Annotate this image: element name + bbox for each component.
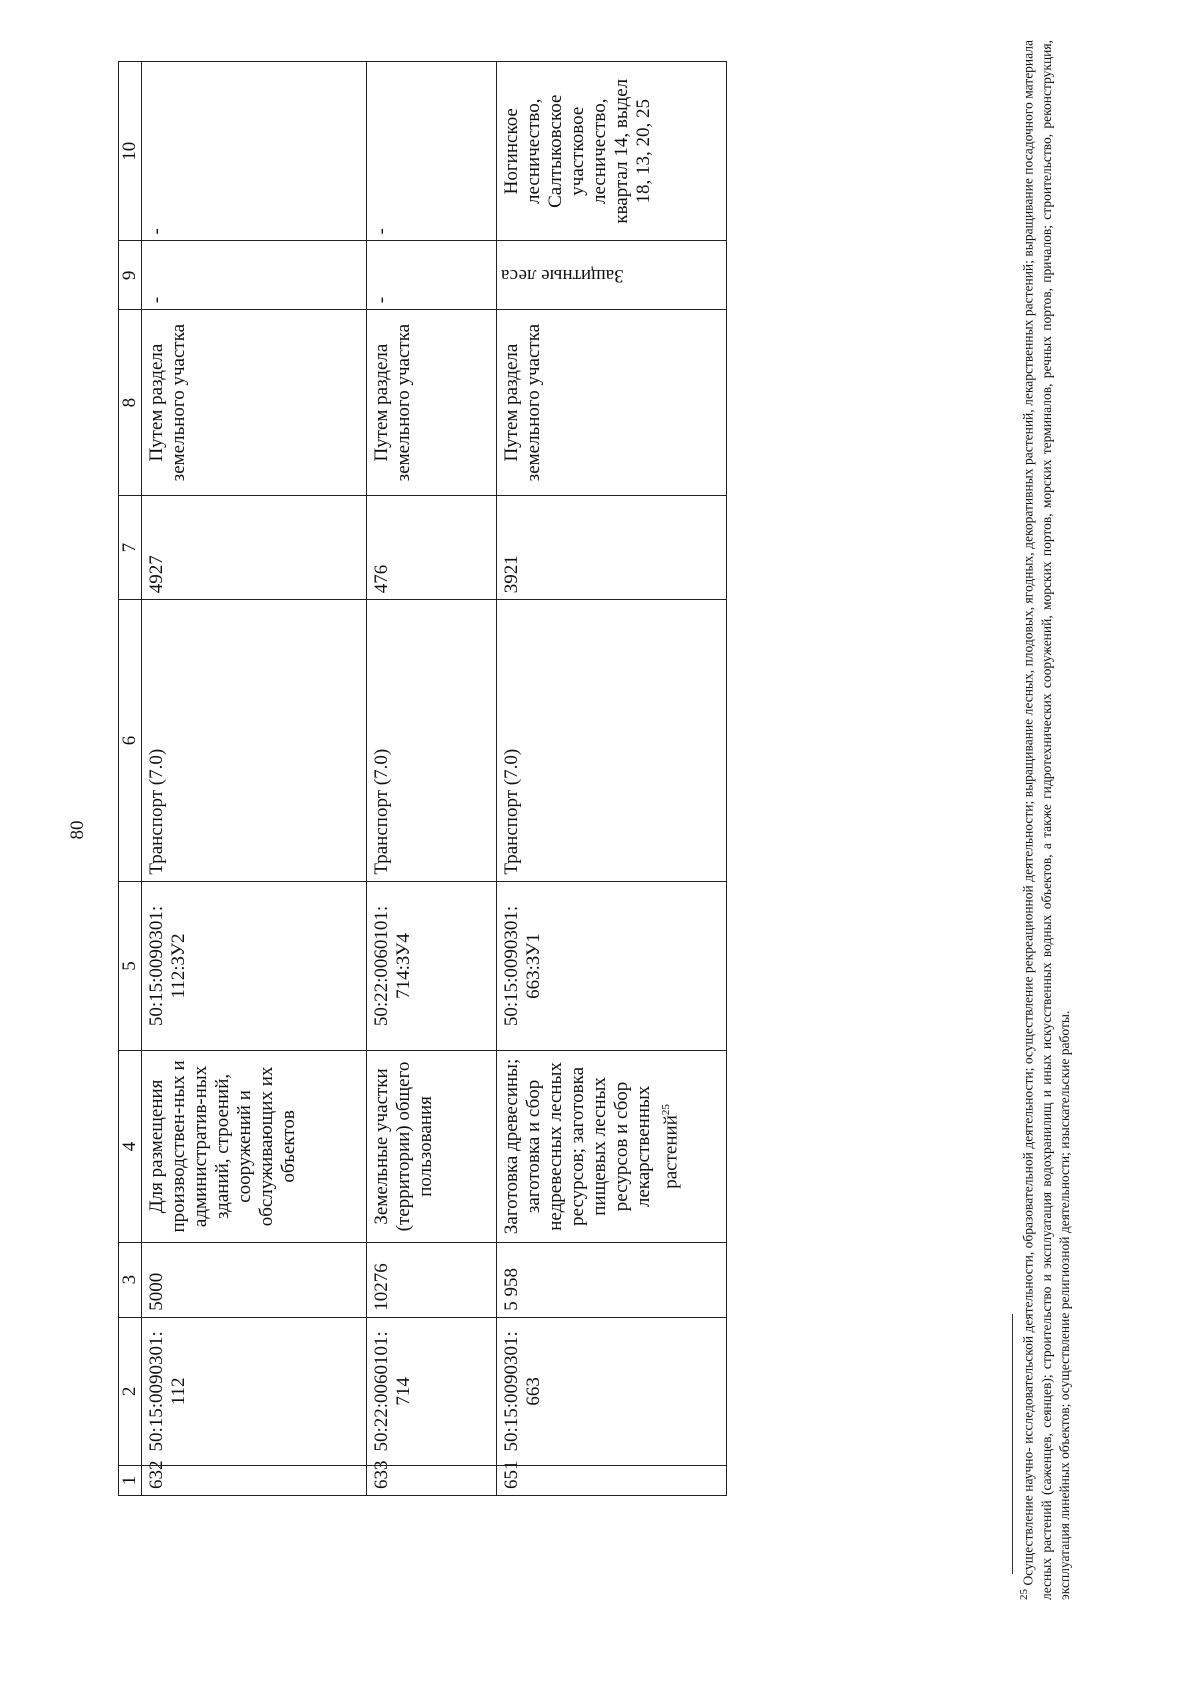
formation-method: Путем раздела земельного участка — [497, 310, 727, 496]
footnote-divider — [1012, 1314, 1013, 1574]
new-plot-area: 4927 — [142, 496, 367, 600]
footnote — [1015, 40, 1200, 1600]
permitted-use: Земельные участки (территории) общего пользования — [367, 1051, 497, 1242]
forest-category — [497, 241, 727, 310]
formation-method: Путем раздела земельного участка — [142, 310, 367, 496]
footnote-reference: 25 — [660, 1104, 672, 1116]
permitted-use-text: Заготовка древесины; заготовка и сбор недревесных лесных ресурсов; заготовка пищевых лесных ресурсов и сбор лекарственных растений — [501, 1058, 682, 1235]
column-number: 3 — [119, 1242, 142, 1317]
new-permitted-use: Транспорт (7.0) — [142, 600, 367, 881]
column-number: 10 — [119, 62, 142, 241]
forest-category: - — [142, 241, 367, 310]
column-number: 9 — [119, 241, 142, 310]
new-plot-area: 476 — [367, 496, 497, 600]
permitted-use: Для размещения производствен-ных и административ-ных зданий, строений, сооружений и обслуживающих их объектов — [142, 1051, 367, 1242]
page-number: 80 — [67, 820, 88, 840]
column-number: 5 — [119, 881, 142, 1051]
column-number: 1 — [119, 1465, 142, 1495]
column-number-row — [119, 62, 142, 1496]
table-row — [142, 62, 367, 1496]
new-permitted-use: Транспорт (7.0) — [367, 600, 497, 881]
new-permitted-use: Транспорт (7.0) — [497, 600, 727, 881]
cadastral-number: 50:15:0090301: 663 — [497, 1317, 727, 1465]
footnote-marker: 25 — [1018, 1589, 1030, 1600]
permitted-use — [497, 1051, 727, 1242]
footnote-text: Осуществление научно- исследовательской деятельности, образовательной деятельности; осуществление рекреационной деятельности; выращивание лесных, плодовых, ягодных, декоративных растений, лекарственных растений; выращивание посадочного материала лесных растений (саженцев, сеянцев); строительство и эксплуатация водохранилищ и иных искусственных водных объектов, а также гидротехнических сооружений, морских портов, морских терминалов, речных портов, причалов; строительство, реконструкция, эксплуатация линейных объектов; осуществление религиозной деятельности; изыскательские работы. — [1020, 40, 1072, 1600]
table-row — [367, 62, 497, 1496]
row-number: 633 — [367, 1465, 497, 1495]
formation-method: Путем раздела земельного участка — [367, 310, 497, 496]
column-number: 8 — [119, 310, 142, 496]
new-plot-number: 50:15:0090301: 112:ЗУ2 — [142, 881, 367, 1051]
forest-location: - — [142, 62, 367, 241]
column-number: 6 — [119, 600, 142, 881]
row-number: 632 — [142, 1465, 367, 1495]
new-plot-area: 3921 — [497, 496, 727, 600]
plot-area: 5 958 — [497, 1242, 727, 1317]
cadastral-number: 50:15:0090301: 112 — [142, 1317, 367, 1465]
forest-location: Ногинское лесничество, Салтыковское участковое лесничество, квартал 14, выдел 18, 13, 20, 25 — [497, 62, 727, 241]
new-plot-number: 50:22:0060101: 714:ЗУ4 — [367, 881, 497, 1051]
plot-area: 10276 — [367, 1242, 497, 1317]
new-plot-number: 50:15:0090301: 663:ЗУ1 — [497, 881, 727, 1051]
cadastral-number: 50:22:0060101: 714 — [367, 1317, 497, 1465]
row-number: 651 — [497, 1465, 727, 1495]
column-number: 7 — [119, 496, 142, 600]
column-number: 4 — [119, 1051, 142, 1242]
table-row — [497, 62, 727, 1496]
plot-area: 5000 — [142, 1242, 367, 1317]
column-number: 2 — [119, 1317, 142, 1465]
forest-location: - — [367, 62, 497, 241]
forest-category: - — [367, 241, 497, 310]
land-plots-table — [118, 61, 727, 1496]
forest-category-text: Защитные леса — [501, 265, 624, 287]
